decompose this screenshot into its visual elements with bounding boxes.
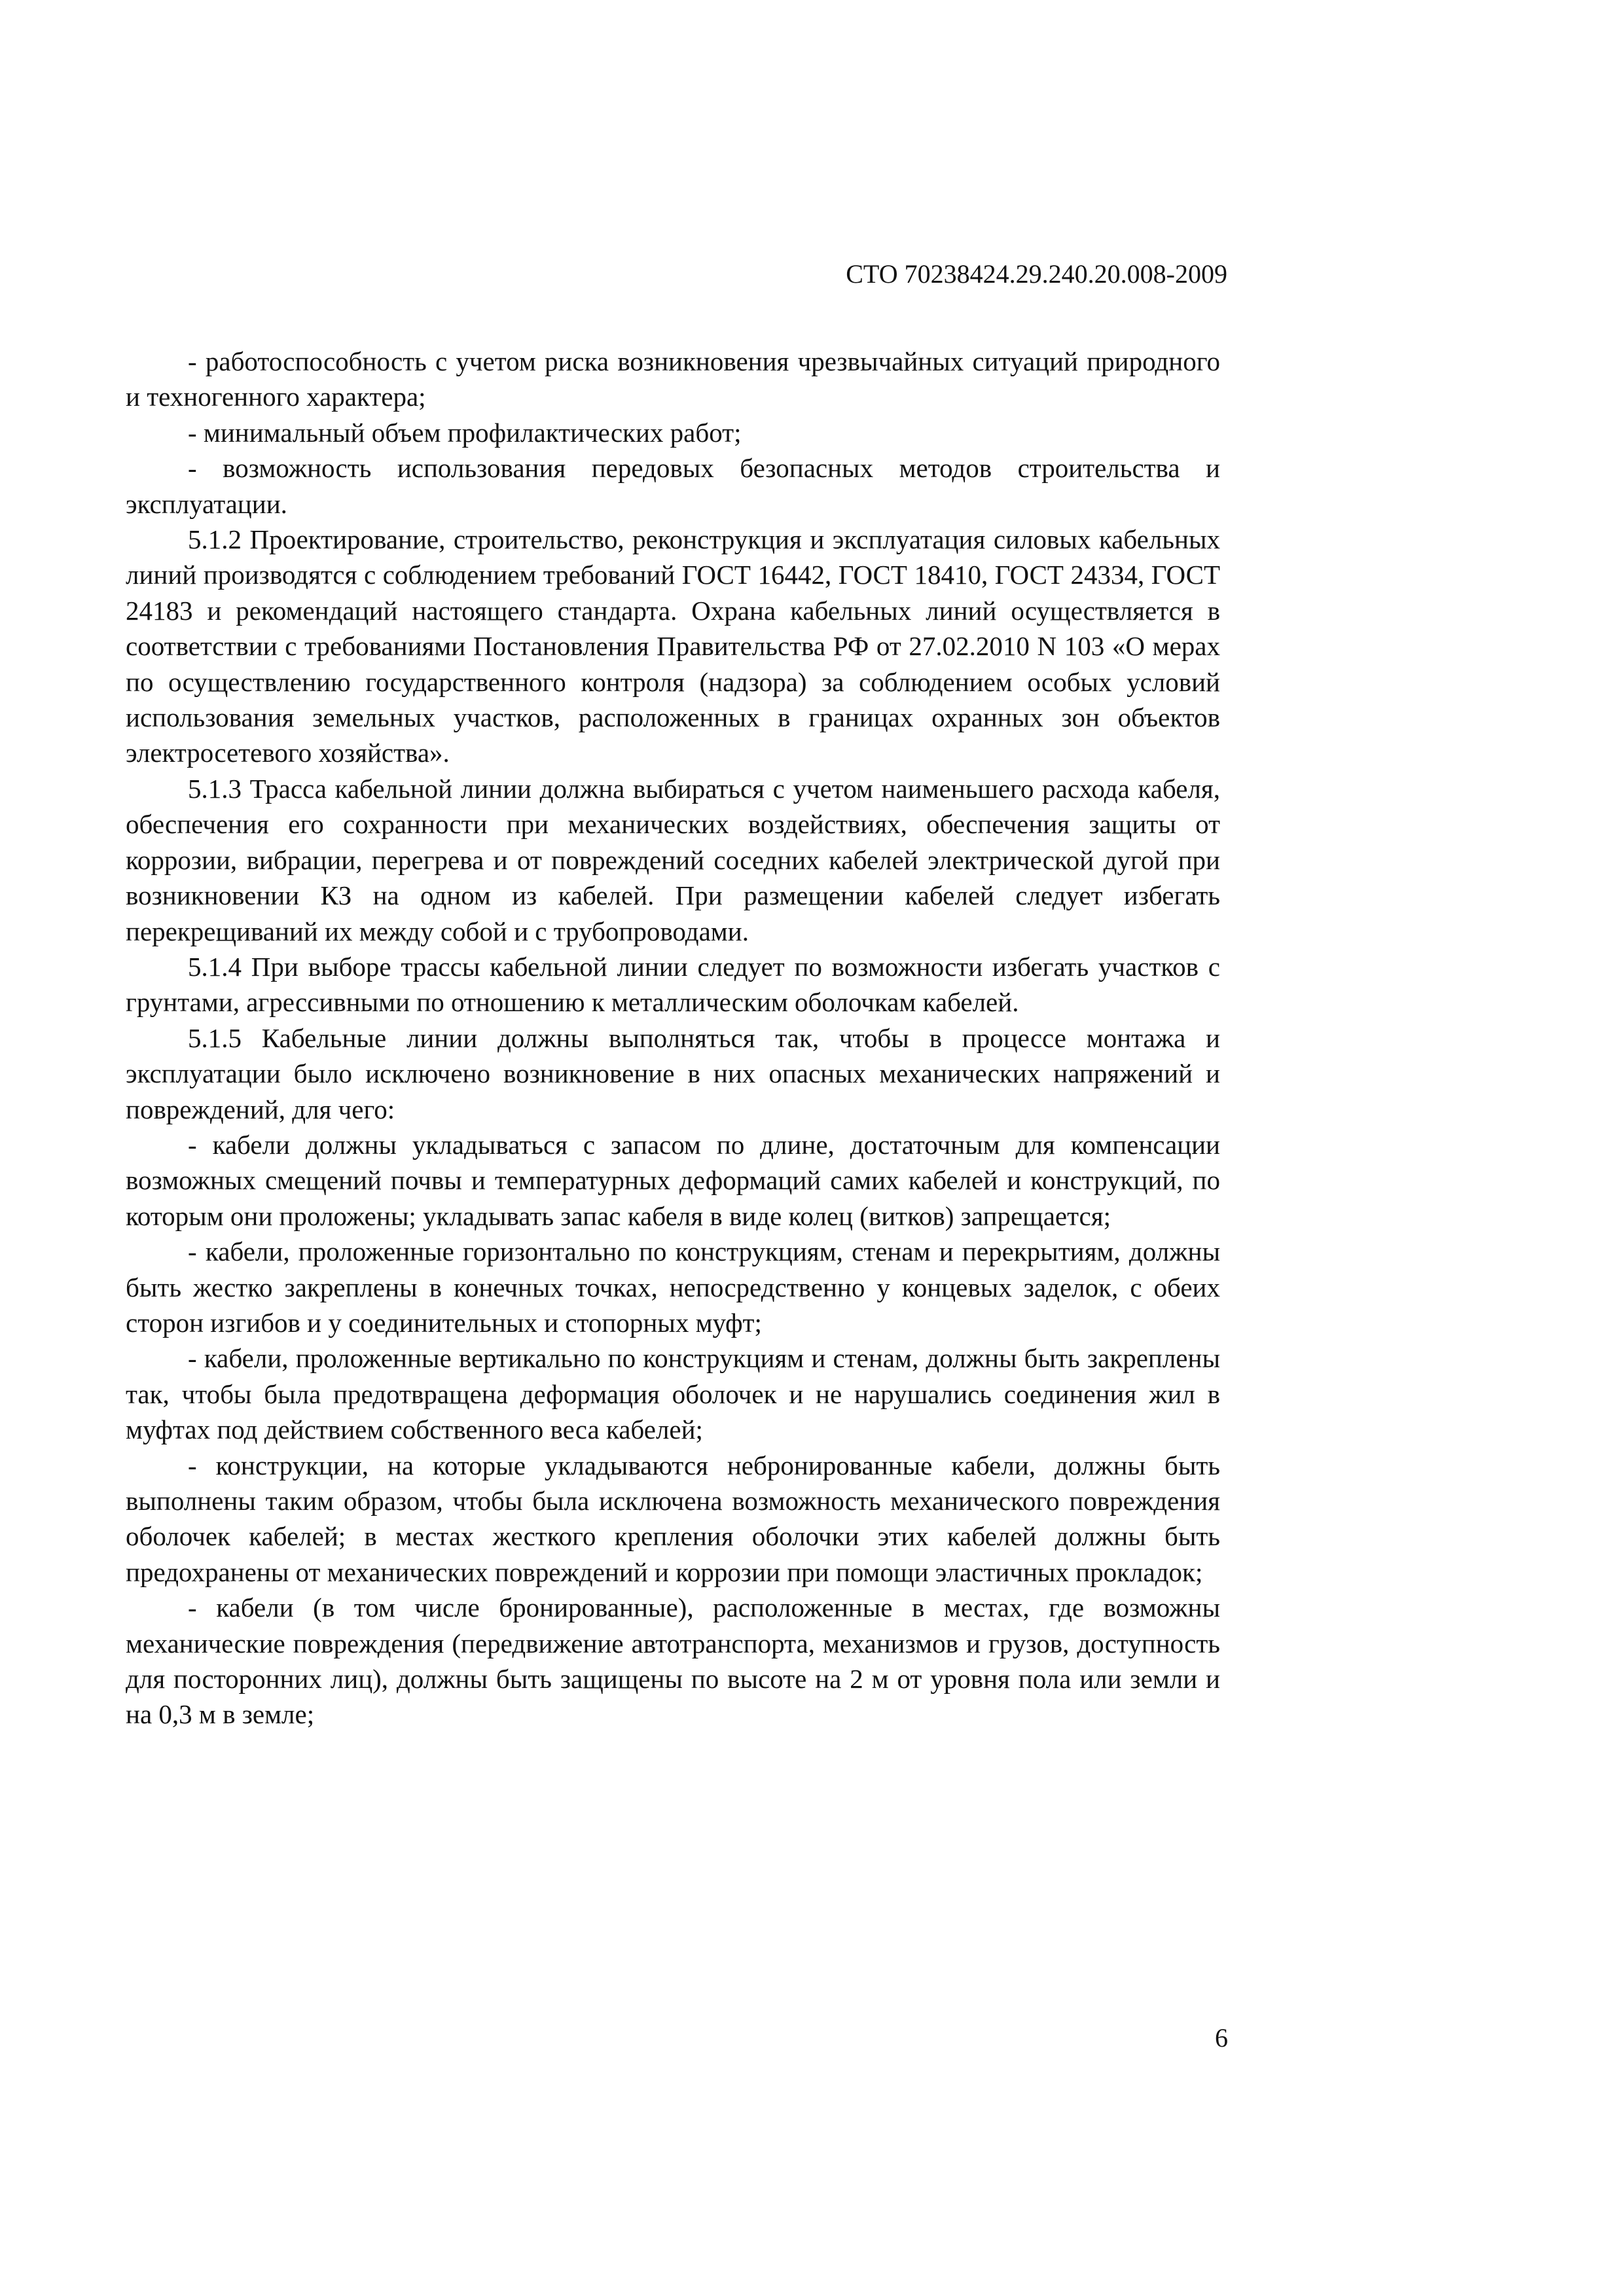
- paragraph: - возможность использования передовых безопасных методов строительства и эксплуатации.: [126, 453, 1220, 519]
- paragraph: 5.1.2 Проектирование, строительство, реконструкция и эксплуатация силовых кабельных линий производятся с соблюдением требований ГОСТ 16442, ГОСТ 18410, ГОСТ 24334, ГОСТ 24183 и рекомендаций настоящего стандарта. Охрана кабельных линий осуществляется в соответствии с требованиями Постановления Правительства РФ от 27.02.2010 N 103 «О мерах по осуществлению государственного контроля (надзора) за соблюдением особых условий использования земельных участков, расположенных в границах охранных зон объектов электросетевого хозяйства».: [126, 524, 1220, 768]
- paragraph: - работоспособность с учетом риска возникновения чрезвычайных ситуаций природного и техногенного характера;: [126, 346, 1220, 412]
- body-text: [126, 344, 1220, 1732]
- paragraph: 5.1.4 При выборе трассы кабельной линии следует по возможности избегать участков с грунтами, агрессивными по отношению к металлическим оболочкам кабелей.: [126, 951, 1220, 1018]
- paragraph: - кабели (в том числе бронированные), расположенные в местах, где возможны механические повреждения (передвижение автотранспорта, механизмов и грузов, доступность для посторонних лиц), должны быть защищены по высоте на 2 м от уровня пола или земли и на 0,3 м в земле;: [126, 1592, 1220, 1730]
- paragraph: - конструкции, на которые укладываются небронированные кабели, должны быть выполнены таким образом, чтобы была исключена возможность механического повреждения оболочек кабелей; в местах жесткого крепления оболочки этих кабелей должны быть предохранены от механических повреждений и коррозии при помощи эластичных прокладок;: [126, 1450, 1220, 1587]
- paragraph: 5.1.5 Кабельные линии должны выполняться так, чтобы в процессе монтажа и эксплуатации было исключено возникновение в них опасных механических напряжений и повреждений, для чего:: [126, 1022, 1220, 1124]
- document-code: СТО 70238424.29.240.20.008-2009: [846, 259, 1227, 289]
- paragraph: - кабели должны укладываться с запасом по длине, достаточным для компенсации возможных смещений почвы и температурных деформаций самих кабелей и конструкций, по которым они проложены; укладывать запас кабеля в виде колец (витков) запрещается;: [126, 1129, 1220, 1231]
- paragraph: - кабели, проложенные горизонтально по конструкциям, стенам и перекрытиям, должны быть жестко закреплены в конечных точках, непосредственно у концевых заделок, с обеих сторон изгибов и у соединительных и стопорных муфт;: [126, 1236, 1220, 1338]
- paragraph: 5.1.3 Трасса кабельной линии должна выбираться с учетом наименьшего расхода кабеля, обеспечения его сохранности при механических воздействиях, обеспечения защиты от коррозии, вибрации, перегрева и от повреждений соседних кабелей электрической дугой при возникновении КЗ на одном из кабелей. При размещении кабелей следует избегать перекрещиваний их между собой и с трубопроводами.: [126, 773, 1220, 946]
- page-number: 6: [1215, 2023, 1228, 2053]
- paragraph: - кабели, проложенные вертикально по конструкциям и стенам, должны быть закреплены так, чтобы была предотвращена деформация оболочек и не нарушались соединения жил в муфтах под действием собственного веса кабелей;: [126, 1343, 1220, 1445]
- paragraph: - минимальный объем профилактических работ;: [188, 417, 742, 448]
